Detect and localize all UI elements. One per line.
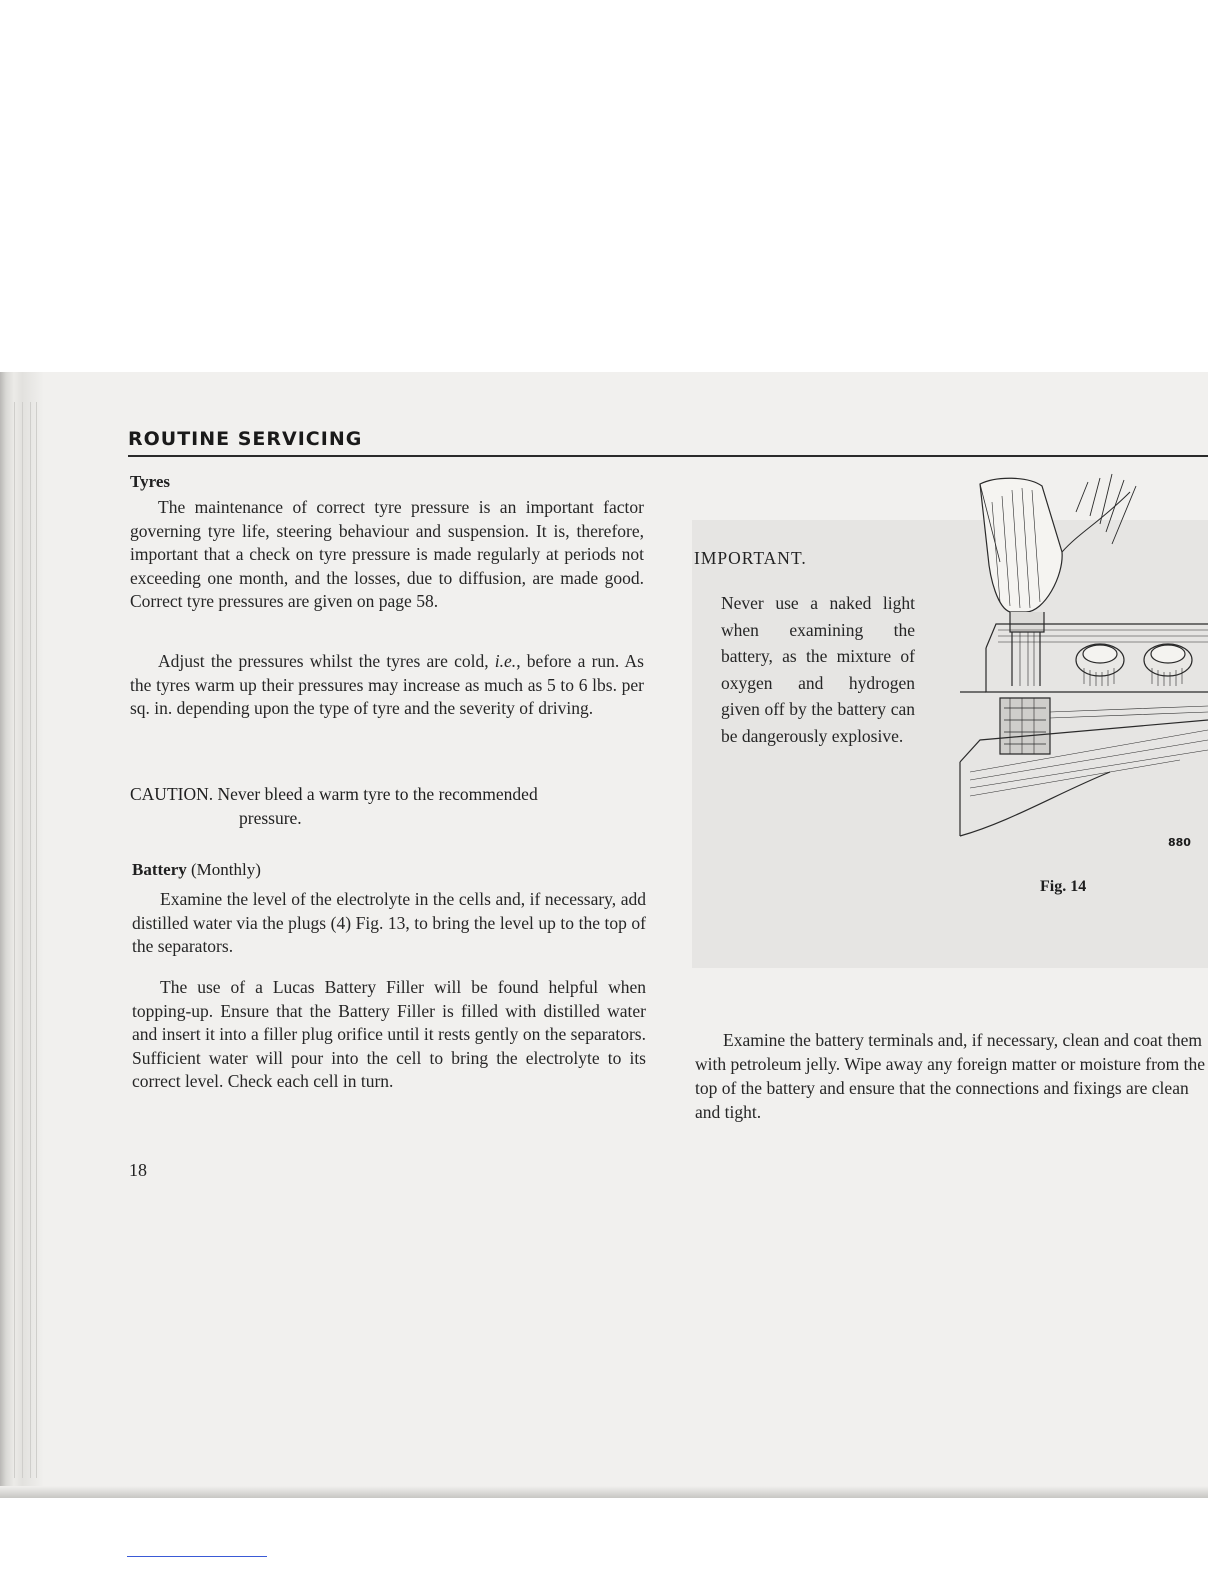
caution-note: CAUTION. Never bleed a warm tyre to the recommended pressure. [130,784,538,828]
tyres-heading: Tyres [130,472,170,491]
header-rule [128,455,1208,457]
battery-heading: Battery (Monthly) [132,860,261,879]
tyres-paragraph-2: Adjust the pressures whilst the tyres are cold, i.e., before a run. As the tyres warm up their pressures may increase as much as 5 to 6 lbs. per sq. in. depending upon the type of tyre and the severity of driving. [130,651,644,718]
battery-filler-illustration [940,472,1208,852]
page-title: ROUTINE SERVICING [128,428,363,450]
page-bottom-edge [0,1486,1208,1498]
figure-number: 880 [1168,836,1191,849]
battery-paragraph-3: Examine the battery terminals and, if necessary, clean and coat them with petroleum jelly. Wipe away any foreign matter or moisture from the top of the battery and ensure that the connections and fixings are clean and tight. [695,1030,1206,1122]
footnote-rule [127,1556,267,1557]
figure-caption: Fig. 14 [1040,878,1087,895]
important-warning-text: Never use a naked light when examining the battery, as the mixture of oxygen and hydrogen given off by the battery can be dangerously explosive. [721,593,915,746]
manual-page [0,372,1208,1498]
tyres-paragraph-1: The maintenance of correct tyre pressure is an important factor governing tyre life, steering behaviour and suspension. It is, therefore, important that a check on tyre pressure is made regularly at periods not exceeding one month, and the losses, due to diffusion, are made good. Correct tyre pressures are given on page 58. [130,497,644,611]
page-number: 18 [129,1160,147,1180]
battery-paragraph-2: The use of a Lucas Battery Filler will be found helpful when topping-up. Ensure that the Battery Filler is filled with distilled water and insert it into a filler plug orifice until it rests gently on the separators. Sufficient water will pour into the cell to bring the electrolyte to its correct level. Check each cell in turn. [132,977,646,1091]
important-heading: IMPORTANT. [694,548,807,568]
battery-paragraph-1: Examine the level of the electrolyte in the cells and, if necessary, add distilled water via the plugs (4) Fig. 13, to bring the level up to the top of the separators. [132,889,646,956]
book-spine [0,372,44,1498]
